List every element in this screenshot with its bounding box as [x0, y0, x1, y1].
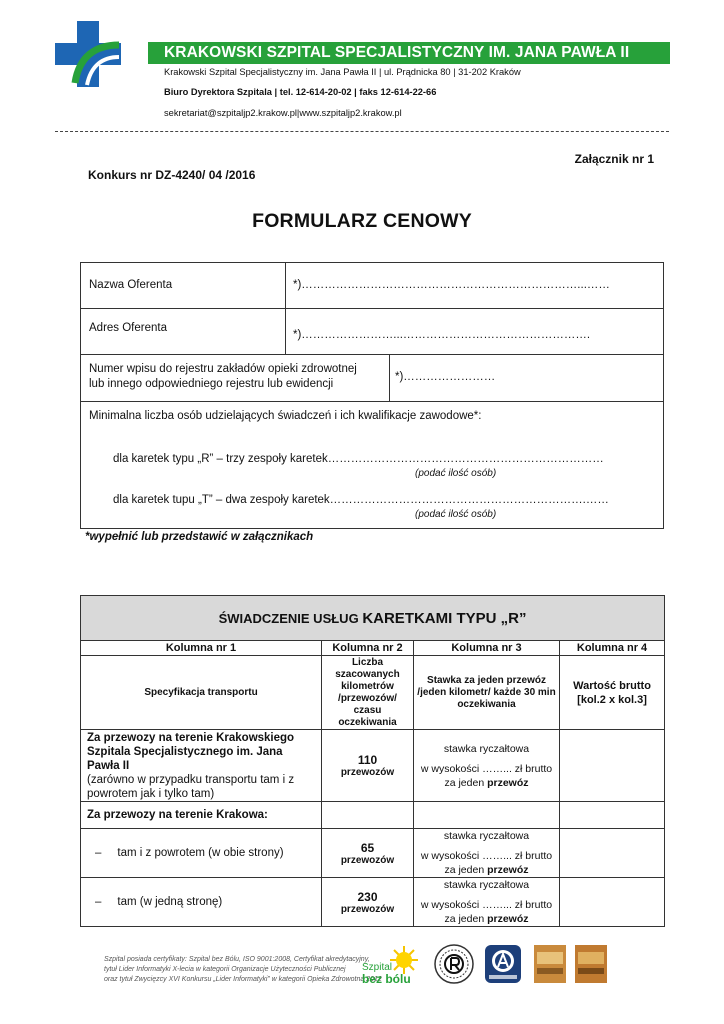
- type-r-staff-field[interactable]: dla karetek typu „R” – trzy zespoły karetek………………………………………………………………: [113, 453, 604, 465]
- col1-header: Specyfikacja transportu: [81, 656, 322, 730]
- col4-header: Wartość brutto [kol.2 x kol.3]: [560, 656, 665, 730]
- registry-number-field[interactable]: *)……………………: [395, 371, 496, 383]
- type-r-count-hint: (podać ilość osób): [415, 468, 497, 479]
- certificates-note: Szpital posiada certyfikaty: Szpital bez Bólu, ISO 9001:2008, Certyfikat akredytacyjny, tytuł Lider Informatyki X-lecia w kategorii Organizacje Użyteczności Publicznej oraz tytuł Zwycięzcy XVI Konkursu „Lider Informatyki” w kategorii Opieka Zdrowotna 2012: [104, 956, 382, 983]
- type-t-staff-field[interactable]: dla karetek tupu „T” – dwa zespoły karetek………………………………………………………….……: [113, 494, 609, 506]
- registry-number-row: [81, 355, 663, 402]
- address-line: Krakowski Szpital Specjalistyczny im. Jana Pawła II | ul. Prądnicka 80 | 31-202 Kraków: [164, 67, 521, 77]
- pricing-table: [80, 595, 665, 927]
- it-leader-award-2006-icon: [533, 944, 567, 984]
- director-office-line: Biuro Dyrektora Szpitala | tel. 12-614-20-02 | faks 12-614-22-66: [164, 87, 437, 97]
- column-label-4: Kolumna nr 4: [560, 641, 665, 656]
- round-trip-value[interactable]: [560, 829, 665, 878]
- registry-label-2: lub innego odpowiedniego rejestru lub ewidencji: [89, 378, 334, 390]
- section-heading-main: KARETKAMI TYPU „R”: [362, 609, 527, 627]
- header-divider: [55, 131, 669, 132]
- hospital-cross-logo: [55, 21, 121, 87]
- registry-label-1: Numer wpisu do rejestru zakładów opieki zdrowotnej: [89, 363, 357, 375]
- hospital-transport-value[interactable]: [560, 730, 665, 802]
- section-heading-prefix: ŚWIADCZENIE USŁUG: [218, 610, 359, 626]
- attachment-label: Załącznik nr 1: [574, 152, 654, 166]
- hospital-transport-spec: [81, 730, 322, 802]
- contest-number: Konkurs nr DZ-4240/ 04 /2016: [88, 168, 256, 182]
- krakow-transport-heading: Za przewozy na terenie Krakowa:: [81, 802, 322, 829]
- offeror-name-field[interactable]: *)………………………………………………………………...……: [293, 279, 610, 291]
- form-title: FORMULARZ CENOWY: [252, 210, 472, 232]
- one-way-value[interactable]: [560, 878, 665, 927]
- hospital-transport-title: Za przewozy na terenie Krakowskiego Szpitala Specjalistycznego im. Jana Pawła II: [87, 731, 295, 772]
- round-trip-rate[interactable]: stawka ryczałtowa w wysokości ……... zł brutto za jeden przewóz: [414, 829, 560, 878]
- szpital-bez-bolu-badge: Szpital bez bólu: [362, 944, 422, 990]
- type-t-count-hint: (podać ilość osób): [415, 509, 497, 520]
- it-leader-award-2012-icon: [574, 944, 608, 984]
- accreditation-badge-icon: [484, 944, 522, 984]
- email-web-line: sekretariat@szpitaljp2.krakow.pl|www.szpitaljp2.krakow.pl: [164, 108, 402, 118]
- offeror-address-label: Adres Oferenta: [89, 322, 167, 334]
- hospital-transport-qty: 110 przewozów: [322, 730, 414, 802]
- fill-note: *wypełnić lub przedstawić w załącznikach: [85, 531, 314, 543]
- section-heading: [81, 596, 665, 641]
- column-label-1: Kolumna nr 1: [81, 641, 322, 656]
- round-trip-qty: 65 przewozów: [322, 829, 414, 878]
- column-label-2: Kolumna nr 2: [322, 641, 414, 656]
- one-way-spec: – tam (w jedną stronę): [81, 878, 322, 927]
- offeror-name-row: [81, 263, 663, 309]
- hospital-transport-note: (zarówno w przypadku transportu tam i z powrotem jak i tylko tam): [87, 773, 295, 800]
- offeror-name-label: Nazwa Oferenta: [89, 279, 173, 291]
- min-persons-label: Minimalna liczba osób udzielających świadczeń i ich kwalifikacje zawodowe*:: [89, 410, 482, 422]
- offeror-address-row: [81, 309, 663, 355]
- hospital-name-banner: KRAKOWSKI SZPITAL SPECJALISTYCZNY IM. JANA PAWŁA II: [148, 42, 670, 64]
- column-label-3: Kolumna nr 3: [414, 641, 560, 656]
- one-way-rate[interactable]: stawka ryczałtowa w wysokości ……... zł brutto za jeden przewóz: [414, 878, 560, 927]
- hospital-transport-rate[interactable]: stawka ryczałtowa w wysokości ……... zł brutto za jeden przewóz: [414, 730, 560, 802]
- col3-header: Stawka za jeden przewóz /jeden kilometr/ każde 30 min oczekiwania: [414, 656, 560, 730]
- round-trip-spec: – tam i z powrotem (w obie strony): [81, 829, 322, 878]
- offer-data-box: [80, 262, 664, 529]
- iso-certificate-seal-icon: [434, 944, 474, 984]
- one-way-qty: 230 przewozów: [322, 878, 414, 927]
- col2-header: Liczba szacowanych kilometrów /przewozów/ czasu oczekiwania: [322, 656, 414, 730]
- offeror-address-field[interactable]: *)……………………...………………………………………….: [293, 329, 591, 341]
